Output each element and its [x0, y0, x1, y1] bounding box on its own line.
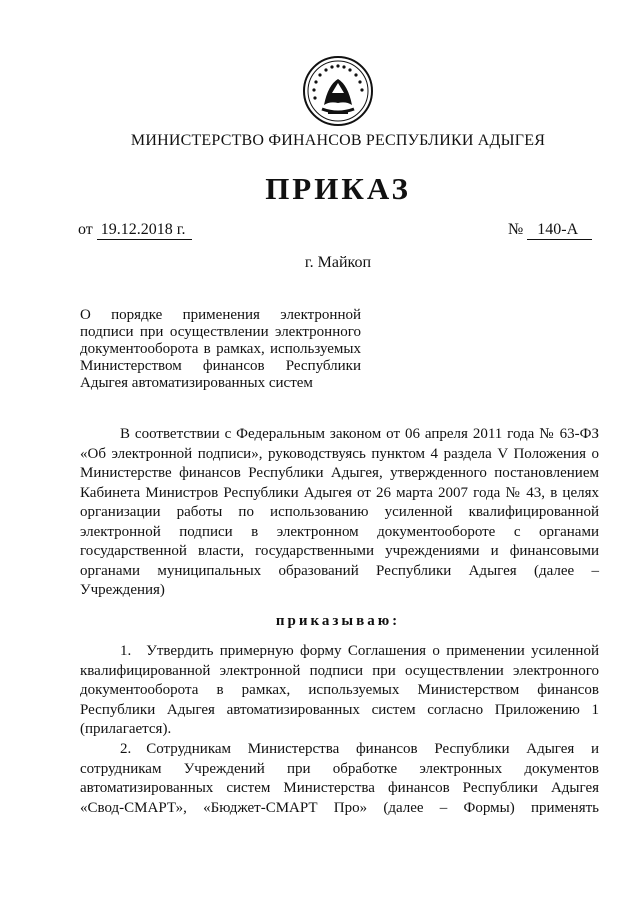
item-number: 1.	[120, 643, 132, 659]
number-prefix: №	[508, 221, 524, 238]
preamble-line: органами муниципальных образований Республики Адыгея (далее –	[80, 562, 599, 579]
order-item-1	[80, 642, 599, 740]
document-title: ПРИКАЗ	[265, 171, 411, 206]
item-line	[80, 740, 599, 760]
subject-line: документооборота в рамках, используемых	[80, 341, 361, 357]
item-line: квалифицированной электронной подписи при осуществлении электронного	[80, 662, 599, 679]
preamble	[80, 425, 599, 601]
item-line: (прилагается).	[80, 721, 172, 737]
item-number: 2.	[120, 741, 132, 757]
preamble-line: «Об электронной подписи», руководствуясь пунктом 4 раздела V Положения о	[80, 445, 599, 462]
preamble-line: В соответствии с Федеральным законом от 06 апреля 2011 года № 63-ФЗ	[120, 426, 599, 442]
item-text: Сотрудникам Министерства финансов Республики Адыгея и	[146, 741, 599, 757]
preamble-line: Учреждения)	[80, 582, 165, 598]
city: г. Майкоп	[304, 254, 372, 271]
document-subject	[80, 307, 361, 392]
subject-line: Адыгея автоматизированных систем	[80, 375, 313, 391]
document-number: 140-А	[527, 221, 592, 240]
preamble-line: организации работы по использованию усиленной квалифицированной	[80, 504, 599, 520]
subject-line: О порядке применения электронной	[80, 307, 361, 323]
ministry-name: МИНИСТЕРСТВО ФИНАНСОВ РЕСПУБЛИКИ АДЫГЕЯ	[130, 132, 546, 149]
document-date: 19.12.2018 г.	[97, 221, 192, 240]
preamble-line: государственной власти, государственными учреждениями и финансовыми	[80, 543, 599, 559]
subject-line: Министерством финансов Республики	[80, 358, 361, 374]
emblem-icon	[302, 55, 374, 127]
number-field	[508, 221, 592, 240]
preamble-line: Министерстве финансов Республики Адыгея, утвержденного постановлением	[80, 465, 599, 481]
item-line: Республики Адыгея автоматизированных систем согласно Приложению 1	[80, 701, 599, 718]
order-word: приказываю:	[275, 613, 401, 629]
subject-line: подписи при осуществлении электронного	[80, 324, 361, 340]
item-line	[80, 642, 599, 662]
date-field	[78, 221, 192, 240]
preamble-line: электронной подписи в электронном документообороте с органами	[80, 523, 599, 540]
preamble-line: Кабинета Министров Республики Адыгея от 26 марта 2007 года № 43, в целях	[80, 484, 599, 501]
item-text: Утвердить примерную форму Соглашения о применении усиленной	[146, 643, 599, 659]
item-line: «Свод-СМАРТ», «Бюджет-СМАРТ Про» (далее – Формы) применять	[80, 799, 599, 816]
date-prefix: от	[78, 221, 93, 238]
item-line: документооборота в рамках, используемых Министерством финансов	[80, 682, 599, 698]
order-item-2	[80, 740, 599, 818]
item-line: сотрудникам Учреждений при обработке электронных документов	[80, 760, 599, 777]
item-line: автоматизированных систем Министерства финансов Республики Адыгея	[80, 780, 599, 796]
